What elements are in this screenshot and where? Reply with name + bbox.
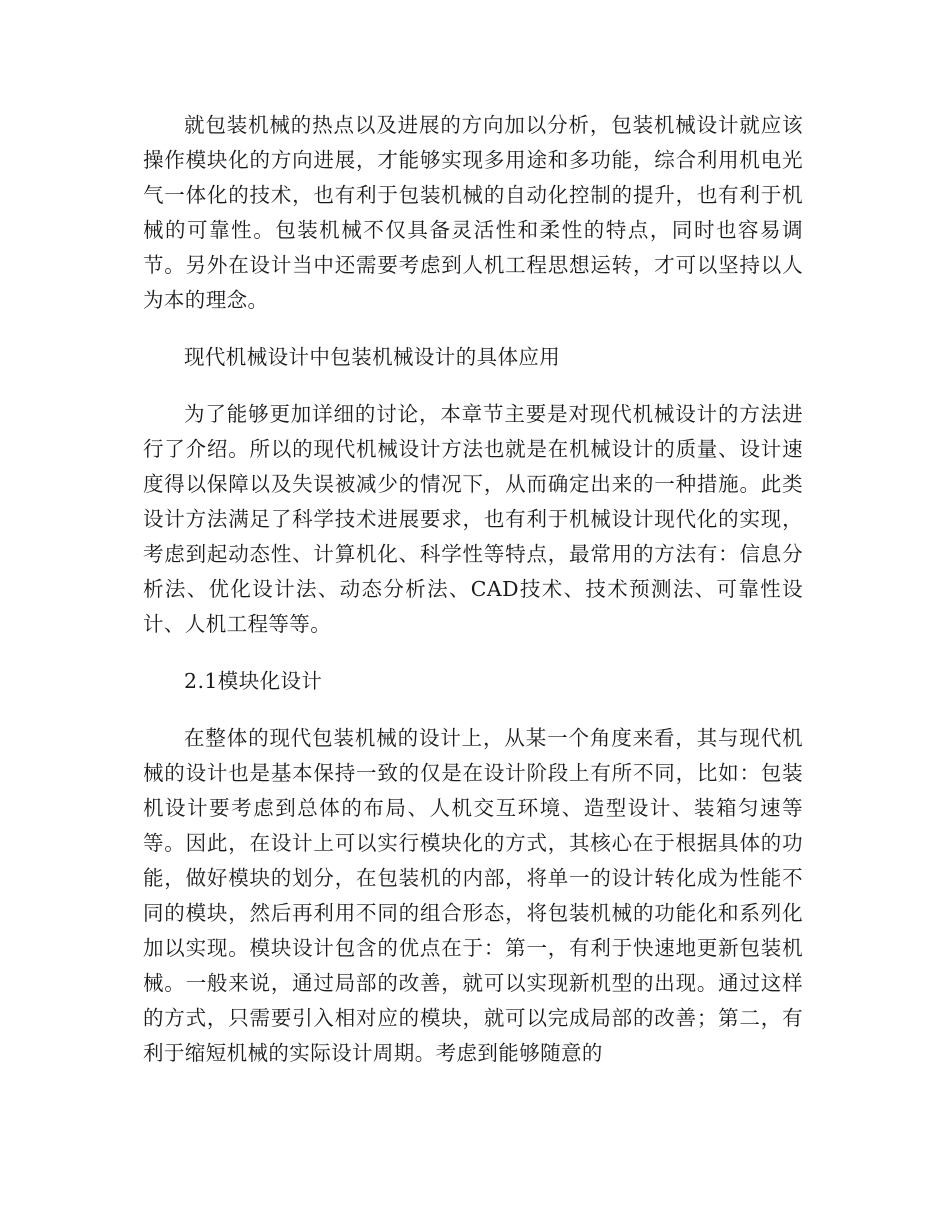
section-heading-application: 现代机械设计中包装机械设计的具体应用 (184, 345, 561, 369)
paragraph-modular-design: 在整体的现代包装机械的设计上，从某一个角度来看，其与现代机械的设计也是基本保持一致的仅是在设计阶段上有所不同，比如：包装机设计要考虑到总体的布局、人机交互环境、造型设计、装箱匀速等等。因此，在设计上可以实行模块化的方式，其核心在于根据具体的功能，做好模块的划分，在包装机的内部，将单一的设计转化成为性能不同的模块，然后再利用不同的组合形态，将包装机械的功能化和系列化加以实现。模块设计包含的优点在于：第一，有利于快速地更新包装机械。一般来说，通过局部的改善，就可以实现新机型的出现。通过这样的方式，只需要引入相对应的模块，就可以完成局部的改善；第二，有利于缩短机械的实际设计周期。考虑到能够随意的 (143, 726, 803, 1065)
document-body (143, 108, 803, 1093)
section-heading-modular-design: 2.1模块化设计 (184, 669, 323, 693)
paragraph-design-methods: 为了能够更加详细的讨论，本章节主要是对现代机械设计的方法进行了介绍。所以的现代机械设计方法也就是在机械设计的质量、设计速度得以保障以及失误被减少的情况下，从而确定出来的一种措施。此类设计方法满足了科学技术进展要求，也有利于机械设计现代化的实现，考虑到起动态性、计算机化、科学性等特点，最常用的方法有：信息分析法、优化设计法、动态分析法、CAD技术、技术预测法、可靠性设计、人机工程等等。 (143, 402, 803, 636)
paragraph-packaging-trends: 就包装机械的热点以及进展的方向加以分析，包装机械设计就应该操作模块化的方向进展，才能够实现多用途和多功能，综合利用机电光气一体化的技术，也有利于包装机械的自动化控制的提升，也有利于机械的可靠性。包装机械不仅具备灵活性和柔性的特点，同时也容易调节。另外在设计当中还需要考虑到人机工程思想运转，才可以坚持以人为本的理念。 (143, 113, 803, 312)
